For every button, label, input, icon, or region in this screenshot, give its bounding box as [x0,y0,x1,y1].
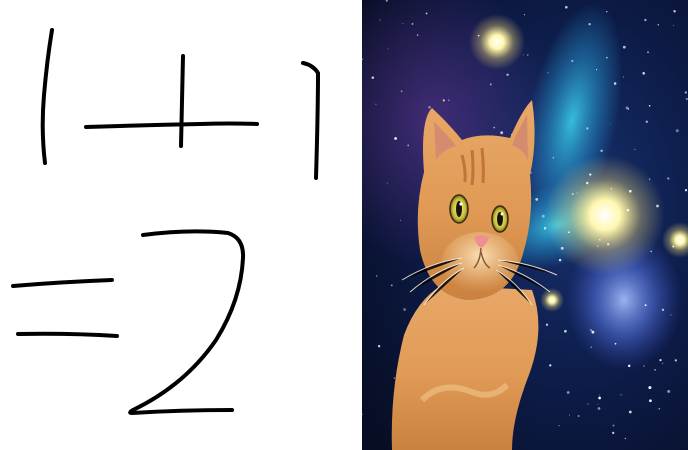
star [478,35,480,37]
right-eye-highlight [501,213,504,216]
star [606,11,607,12]
star [658,24,660,26]
star [394,137,397,140]
bright-star-top [469,14,525,70]
star [591,346,592,347]
star [673,25,674,26]
star [535,198,538,201]
star [391,285,393,287]
star [644,19,646,21]
star [448,100,449,101]
star [649,179,650,180]
star [569,415,570,416]
star [685,189,687,191]
star [568,231,570,233]
star [548,72,549,73]
star [673,10,675,12]
star [613,425,615,427]
star [523,54,524,55]
star [615,343,617,345]
star [375,104,376,105]
star [588,23,590,25]
equals-sign-bottom [18,334,117,336]
star [428,106,431,109]
plus-sign-vertical [181,56,183,146]
star [589,174,591,176]
star [412,23,414,25]
star [407,144,409,146]
star [527,54,528,55]
star [662,309,664,311]
star [591,331,594,334]
star [490,83,492,85]
star [496,40,497,41]
star [647,51,648,52]
equals-sign-top [13,280,112,286]
plus-sign-horizontal [86,124,257,128]
star [387,183,388,184]
digit-one-left [43,30,52,163]
star [685,91,687,93]
star [378,345,380,347]
star [559,259,561,261]
star [549,364,551,366]
star [670,314,671,315]
star [612,432,614,434]
star [625,438,626,439]
star [572,193,574,195]
star [623,77,624,78]
star [597,245,598,246]
star [614,82,617,85]
star [599,239,601,241]
star [561,247,564,250]
star [621,394,622,395]
star [634,149,635,150]
star [564,330,567,333]
star [672,245,674,247]
star [662,363,663,364]
star [602,219,604,221]
star [642,72,645,75]
star [400,220,401,221]
star [610,123,611,124]
star [675,359,677,361]
star [654,369,656,371]
star [567,391,570,394]
star [544,227,546,229]
star [403,23,404,24]
star [607,243,609,245]
star [659,359,661,361]
star [643,365,644,366]
star [648,386,651,389]
star [577,193,578,194]
star [598,397,601,400]
digit-one-right [303,63,318,178]
star [645,304,647,306]
star [417,34,418,35]
star [524,14,525,15]
star [628,365,630,367]
star [629,190,632,193]
star [586,182,589,185]
star [372,76,374,78]
star [656,205,659,208]
star [649,105,651,107]
star [587,403,588,404]
star [676,129,679,132]
star [586,127,588,129]
star [658,408,660,410]
star [401,90,403,92]
star [403,308,406,311]
star [600,150,602,152]
star [590,329,592,331]
star [565,6,568,9]
star [559,425,560,426]
star [553,157,555,159]
star [667,390,670,393]
star [623,46,626,49]
star [629,411,632,414]
star [578,415,580,417]
star [493,127,495,129]
bright-star-small [540,288,564,312]
digit-two [130,231,243,413]
star [611,188,612,189]
star [379,20,380,21]
star [598,407,601,410]
star [649,399,652,402]
star [542,215,545,218]
star [500,131,503,134]
star [599,395,600,396]
cat-in-space-photo [362,0,688,450]
star [598,404,599,405]
star [376,275,377,276]
star [388,48,389,49]
left-eye-highlight [459,202,462,205]
star [426,12,428,14]
bright-star-large [545,155,665,275]
star [626,106,629,109]
star [606,57,608,59]
star [443,99,445,101]
star [646,121,648,123]
star [650,251,652,253]
star [571,60,573,62]
star [506,74,508,76]
star [394,377,395,378]
star [667,177,669,179]
star [546,324,548,326]
star [596,69,597,70]
photo-svg [362,0,688,450]
star [627,209,630,212]
